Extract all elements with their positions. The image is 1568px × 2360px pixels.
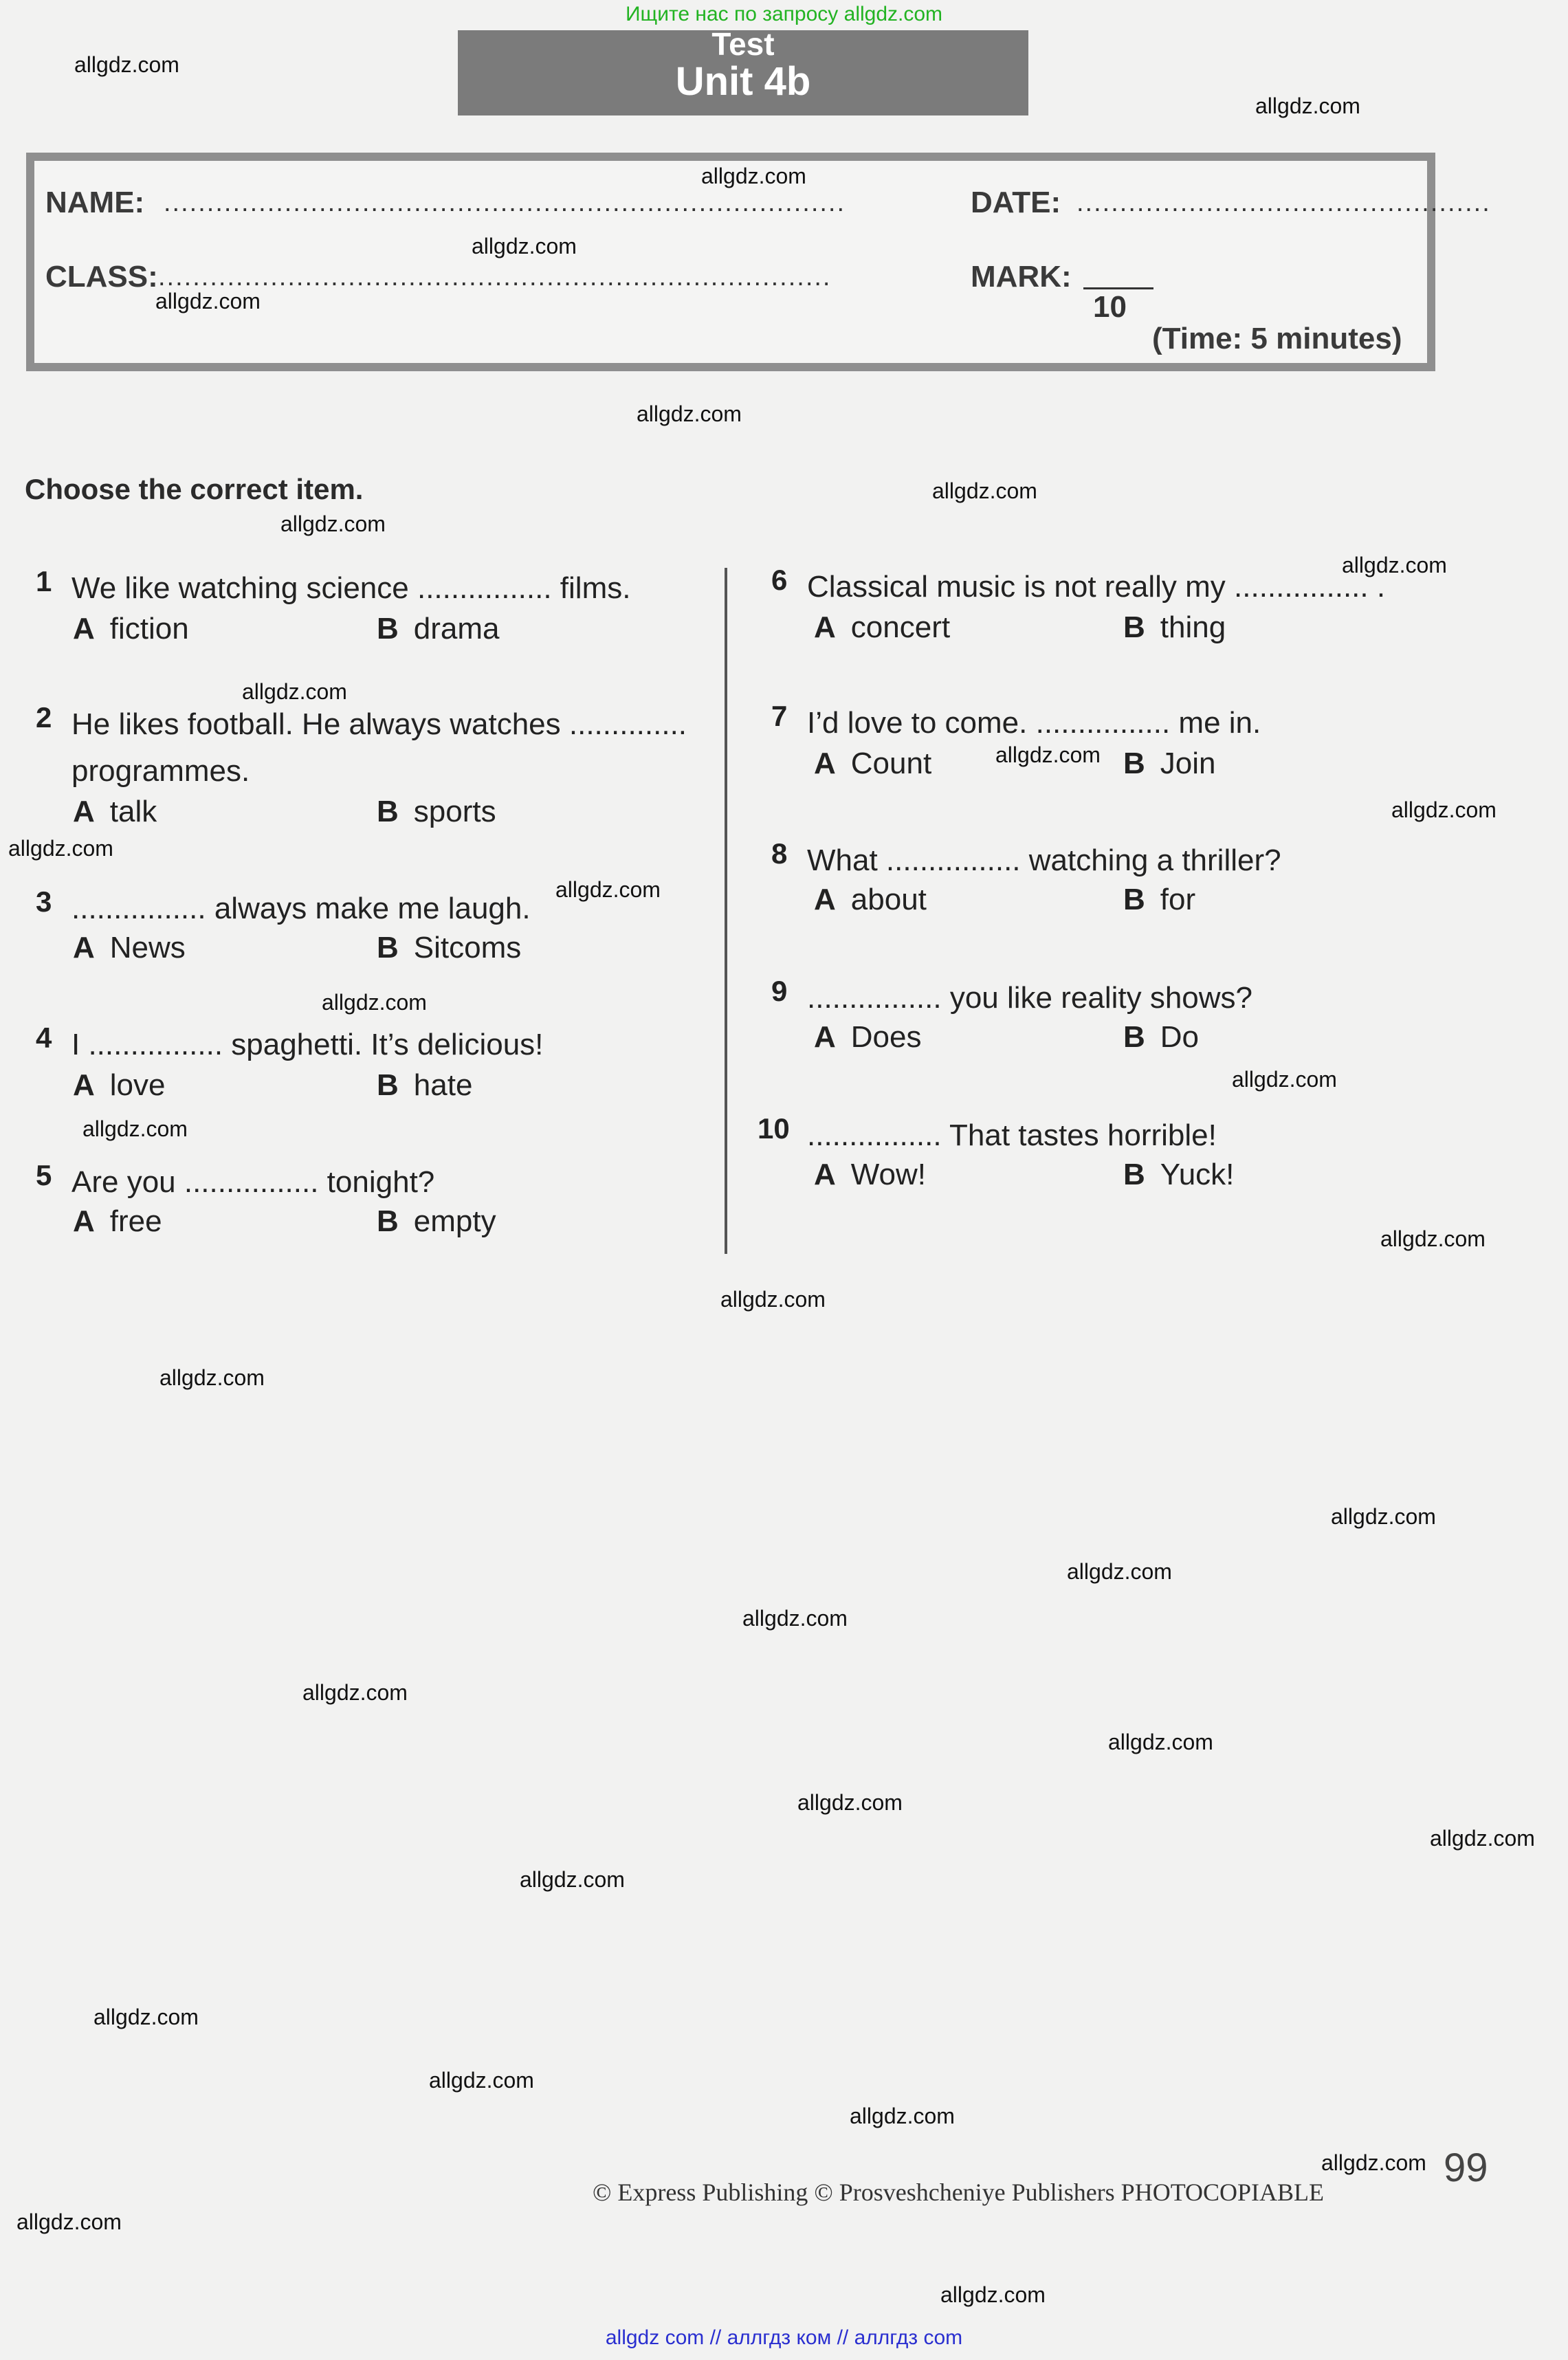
watermark: allgdz.com (720, 1287, 826, 1312)
bottom-links[interactable]: allgdz com // аллгдз ком // аллгдз com (605, 2326, 963, 2349)
mark-line (1083, 287, 1153, 289)
mark-denominator: 10 (1093, 290, 1127, 324)
watermark: allgdz.com (940, 2282, 1046, 2307)
watermark: allgdz.com (16, 2209, 122, 2234)
question-number: 6 (771, 564, 788, 596)
question-number: 10 (758, 1112, 790, 1145)
option-b[interactable]: B for (1123, 883, 1196, 916)
question-stem: What ................ watching a thriller? (807, 843, 1281, 877)
class-label: CLASS: (45, 260, 158, 294)
option-a[interactable]: A Wow! (814, 1158, 926, 1191)
name-label: NAME: (45, 186, 145, 219)
watermark: allgdz.com (1391, 797, 1497, 822)
watermark: allgdz.com (82, 1116, 188, 1141)
option-b[interactable]: B empty (377, 1204, 496, 1238)
option-a[interactable]: A about (814, 883, 927, 916)
test-title: Test (711, 26, 775, 62)
option-b[interactable]: B hate (377, 1068, 473, 1102)
question-stem: I’d love to come. ................ me in. (807, 706, 1261, 740)
watermark: allgdz.com (932, 478, 1037, 503)
option-a[interactable]: A love (73, 1068, 166, 1102)
watermark: allgdz.com (93, 2005, 199, 2029)
watermark: allgdz.com (1331, 1504, 1436, 1529)
option-a[interactable]: A News (73, 931, 186, 964)
watermark: allgdz.com (850, 2104, 955, 2128)
watermark: allgdz.com (1108, 1730, 1213, 1754)
time-limit: (Time: 5 minutes) (1152, 322, 1402, 355)
watermark: allgdz.com (155, 289, 261, 313)
watermark: allgdz.com (1342, 553, 1447, 577)
watermark: allgdz.com (797, 1790, 903, 1815)
watermark: allgdz.com (1255, 93, 1360, 118)
page-number: 99 (1444, 2146, 1488, 2190)
question-number: 1 (36, 565, 52, 597)
watermark: allgdz.com (701, 164, 806, 188)
question-number: 8 (771, 837, 788, 870)
option-b[interactable]: B sports (377, 795, 496, 828)
question-stem: I ................ spaghetti. It’s delicious! (71, 1028, 544, 1061)
question-number: 4 (36, 1022, 52, 1054)
question-number: 2 (36, 701, 52, 734)
name-dots: ............................................................................... (164, 188, 846, 217)
question-stem: ................ That tastes horrible! (807, 1118, 1217, 1152)
option-b[interactable]: B Join (1123, 747, 1216, 780)
column-divider (725, 568, 727, 1254)
option-b[interactable]: B drama (377, 612, 500, 646)
question-stem: ................ always make me laugh. (71, 892, 531, 925)
mark-label: MARK: (971, 260, 1072, 294)
date-label: DATE: (971, 186, 1061, 219)
watermark: allgdz.com (74, 52, 179, 77)
option-a[interactable]: A free (73, 1204, 162, 1238)
watermark: allgdz.com (742, 1606, 848, 1631)
option-b[interactable]: B Sitcoms (377, 931, 522, 964)
watermark: allgdz.com (1430, 1826, 1535, 1851)
question-number: 3 (36, 885, 52, 918)
question-number: 7 (771, 700, 788, 732)
option-a[interactable]: A fiction (73, 612, 189, 646)
question-stem: Are you ................ tonight? (71, 1165, 435, 1199)
watermark: allgdz.com (242, 679, 347, 704)
question-stem: We like watching science ................ films. (71, 571, 631, 605)
watermark: allgdz.com (159, 1365, 265, 1390)
option-a[interactable]: A Does (814, 1020, 922, 1054)
option-a[interactable]: A talk (73, 795, 157, 828)
watermark: allgdz.com (280, 511, 386, 536)
option-a[interactable]: A concert (814, 610, 951, 644)
watermark: allgdz.com (472, 234, 577, 258)
top-banner[interactable]: Ищите нас по запросу allgdz.com (625, 3, 943, 25)
option-b[interactable]: B thing (1123, 610, 1226, 644)
watermark: allgdz.com (555, 877, 661, 902)
option-a[interactable]: A Count (814, 747, 932, 780)
question-stem: ................ you like reality shows? (807, 981, 1253, 1015)
question-number: 5 (36, 1159, 52, 1191)
option-b[interactable]: B Yuck! (1123, 1158, 1235, 1191)
option-b[interactable]: B Do (1123, 1020, 1200, 1054)
question-stem: Classical music is not really my ................ . (807, 570, 1386, 604)
instruction: Choose the correct item. (25, 473, 364, 505)
copyright-footer: © Express Publishing © Prosveshcheniye Publishers PHOTOCOPIABLE (593, 2179, 1325, 2206)
test-title-box (458, 26, 1028, 115)
watermark: allgdz.com (637, 401, 742, 426)
watermark: allgdz.com (322, 990, 427, 1015)
watermark: allgdz.com (1232, 1067, 1337, 1092)
question-number: 9 (771, 975, 788, 1007)
watermark: allgdz.com (520, 1867, 625, 1892)
watermark: allgdz.com (302, 1680, 408, 1705)
watermark: allgdz.com (1321, 2150, 1426, 2175)
unit-title: Unit 4b (675, 59, 811, 104)
date-dots: ................................................ (1076, 188, 1491, 217)
watermark: allgdz.com (8, 836, 113, 861)
question-stem: He likes football. He always watches .............. programmes. (71, 707, 687, 788)
watermark: allgdz.com (429, 2068, 534, 2093)
watermark: allgdz.com (1380, 1226, 1486, 1251)
class-dots: .............................................................................. (158, 263, 832, 291)
watermark: allgdz.com (995, 742, 1101, 767)
watermark: allgdz.com (1067, 1559, 1172, 1584)
